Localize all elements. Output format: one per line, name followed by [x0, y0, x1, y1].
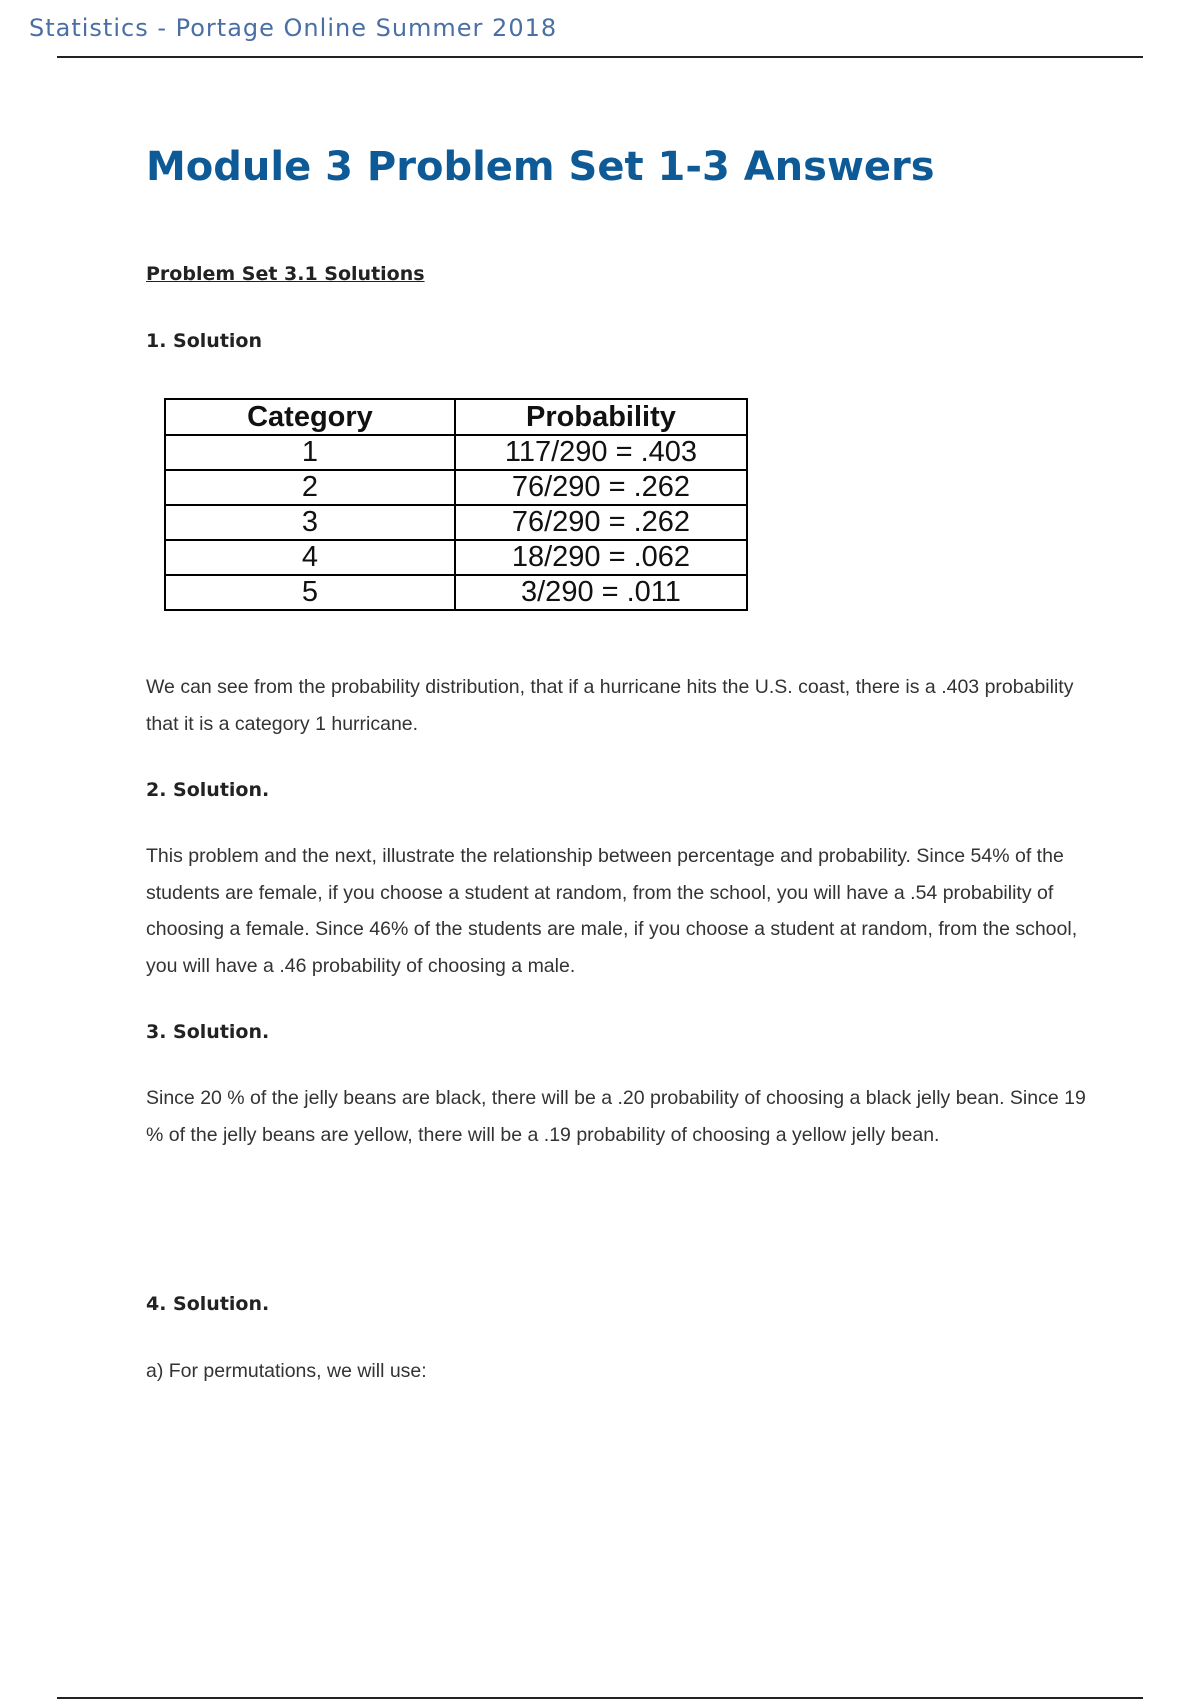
- table-header-category: Category: [165, 399, 455, 435]
- question-3-text: Since 20 % of the jelly beans are black, there will be a .20 probability of choosing a black jelly bean. Since 19 % of the jelly beans are yellow, there will be a .19 probability of choosing a yellow jelly bean.: [146, 1087, 1086, 1146]
- question-2-label: 2. Solution.: [146, 779, 270, 801]
- table-cell-probability: 76/290 = .262: [455, 470, 747, 505]
- table-cell-probability: 76/290 = .262: [455, 505, 747, 540]
- header-divider: [57, 56, 1143, 58]
- table-cell-probability: 18/290 = .062: [455, 540, 747, 575]
- question-4-text: a) For permutations, we will use:: [146, 1360, 427, 1382]
- table-header-probability: Probability: [455, 399, 747, 435]
- table-row: [165, 435, 747, 470]
- table-cell-probability: 117/290 = .403: [455, 435, 747, 470]
- table-header-row: [165, 399, 747, 435]
- table-cell-category: 2: [165, 470, 455, 505]
- probability-table: [164, 398, 748, 611]
- table-cell-probability: 3/290 = .011: [455, 575, 747, 610]
- section-heading: Problem Set 3.1 Solutions: [146, 263, 425, 285]
- table-cell-category: 3: [165, 505, 455, 540]
- question-4-label: 4. Solution.: [146, 1293, 270, 1315]
- table-cell-category: 1: [165, 435, 455, 470]
- table-row: [165, 540, 747, 575]
- question-1-label: 1. Solution: [146, 330, 263, 352]
- table-cell-category: 4: [165, 540, 455, 575]
- page-header-title: Statistics - Portage Online Summer 2018: [29, 14, 558, 42]
- table-cell-category: 5: [165, 575, 455, 610]
- table-row: [165, 575, 747, 610]
- footer-divider: [57, 1697, 1143, 1699]
- question-3-label: 3. Solution.: [146, 1021, 270, 1043]
- question-2-text: This problem and the next, illustrate the relationship between percentage and probability. Since 54% of the students are female, if you choose a student at random, from the school, you will have a .54 probability of choosing a female. Since 46% of the students are male, if you choose a student at random, from the school, you will have a .46 probability of choosing a male.: [146, 845, 1078, 977]
- table-row: [165, 470, 747, 505]
- document-title: Module 3 Problem Set 1-3 Answers: [146, 144, 935, 190]
- table-row: [165, 505, 747, 540]
- question-1-text: We can see from the probability distribution, that if a hurricane hits the U.S. coast, there is a .403 probability that it is a category 1 hurricane.: [146, 676, 1074, 735]
